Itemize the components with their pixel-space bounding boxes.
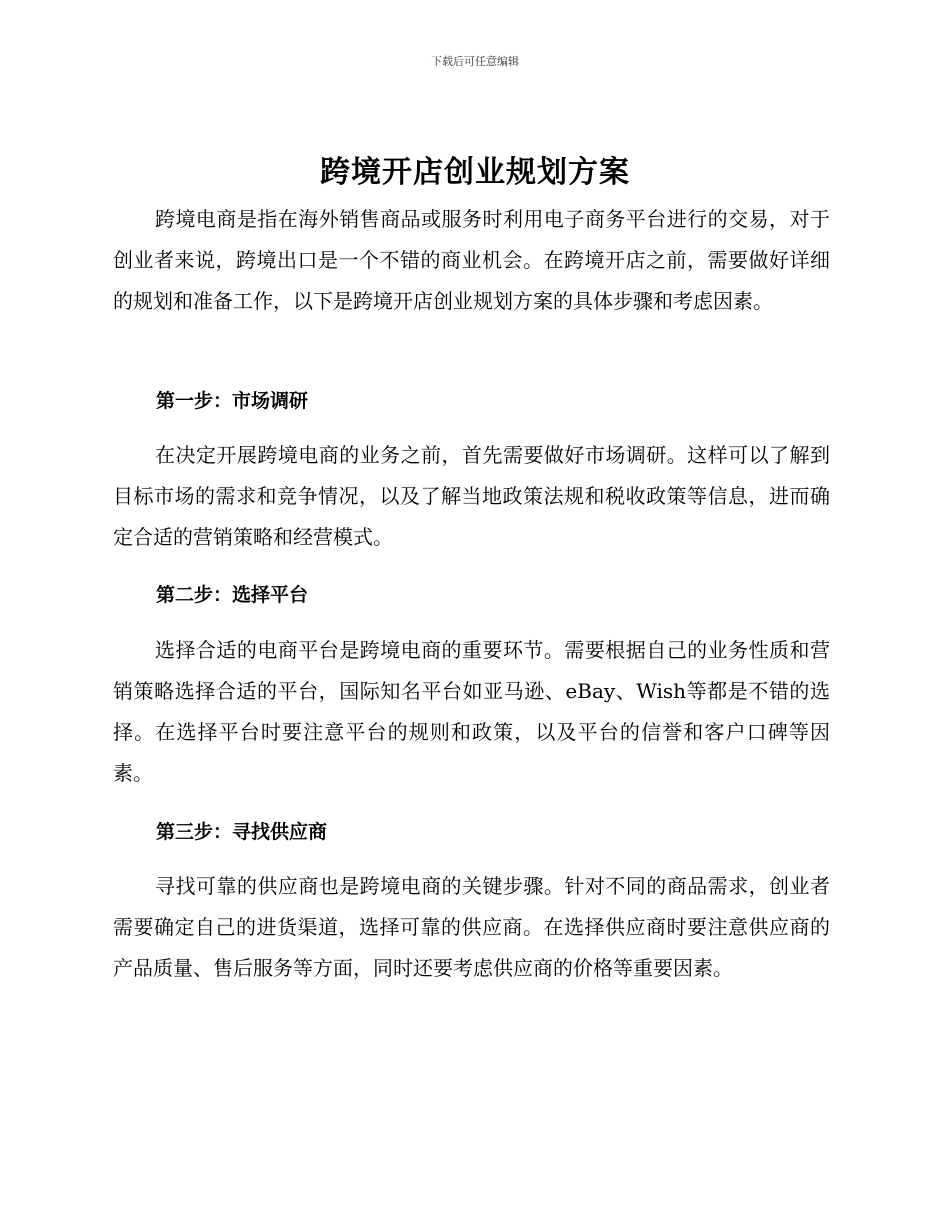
section-heading-market-research: 第一步：市场调研 [156, 390, 309, 412]
intro-paragraph: 跨境电商是指在海外销售商品或服务时利用电子商务平台进行的交易，对于创业者来说，跨境出口是一个不错的商业机会。在跨境开店之前，需要做好详细的规划和准备工作，以下是跨境开店创业规划方案的具体步骤和考虑因素。 [113, 207, 830, 313]
section-heading-choose-platform: 第二步：选择平台 [156, 584, 309, 606]
section-body-find-supplier: 寻找可靠的供应商也是跨境电商的关键步骤。针对不同的商品需求，创业者需要确定自己的进货渠道，选择可靠的供应商。在选择供应商时要注意供应商的产品质量、售后服务等方面，同时还要考虑供应商的价格等重要因素。 [113, 874, 830, 980]
section-body-choose-platform: 选择合适的电商平台是跨境电商的重要环节。需要根据自己的业务性质和营销策略选择合适的平台，国际知名平台如亚马逊、eBay、Wish等都是不错的选择。在选择平台时要注意平台的规则和政策，以及平台的信誉和客户口碑等因素。 [113, 638, 830, 785]
section-body-market-research: 在决定开展跨境电商的业务之前，首先需要做好市场调研。这样可以了解到目标市场的需求和竞争情况，以及了解当地政策法规和税收政策等信息，进而确定合适的营销策略和经营模式。 [113, 443, 830, 549]
document-title: 跨境开店创业规划方案 [320, 155, 630, 190]
page-header-note: 下载后可任意编辑 [431, 55, 519, 68]
section-heading-find-supplier: 第三步：寻找供应商 [156, 821, 328, 843]
